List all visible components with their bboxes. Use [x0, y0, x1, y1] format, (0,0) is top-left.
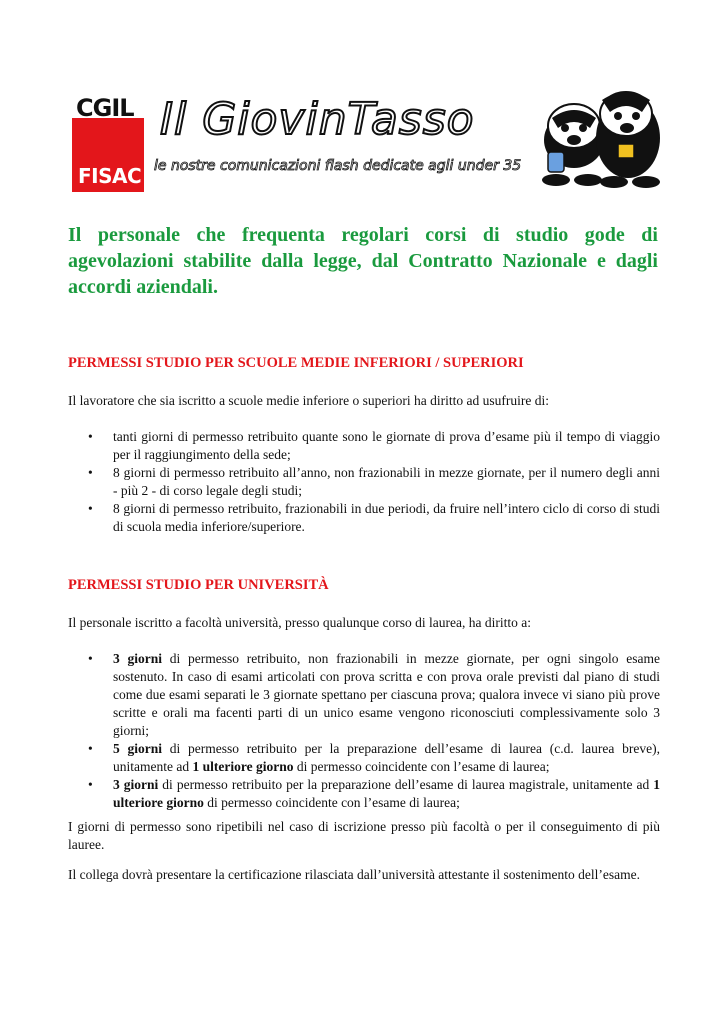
section-scuole-list — [68, 428, 660, 536]
bold-days: 3 giorni — [113, 777, 159, 792]
item-text: di permesso retribuito, non frazionabili in mezze giornate, per ogni singolo esame sostenuto. In caso di esami articolati con prova scritta e con prova orale previsti dal piano di studi come due esami separati le 3 giornate spettano per ciascuna prova; qualora invece vi siano più prove scritte e orali ma facenti parti di un unico esame vengono riconosciuti complessivamente solo 3 giorni; — [113, 651, 660, 738]
logo-cgil-text: CGIL — [76, 94, 134, 122]
bold-extra-day: 1 ulteriore giorno — [192, 759, 294, 774]
paragraph-certificazione: Il collega dovrà presentare la certificazione rilasciata dall’università attestante il sostenimento dell’esame. — [68, 867, 640, 882]
section-scuole-intro: Il lavoratore che sia iscritto a scuole medie inferiore o superiori ha diritto ad usufruire di: — [68, 393, 549, 408]
cgil-fisac-logo — [72, 94, 156, 192]
section-universita-list — [68, 650, 660, 812]
list-item: • tanti giorni di permesso retribuito quante sono le giornate di prova d’esame più il tempo di viaggio per il raggiungimento della sede; — [68, 428, 660, 464]
list-item — [68, 776, 660, 812]
logo-fisac-text: FISAC — [78, 164, 142, 188]
list-item: • 8 giorni di permesso retribuito, frazionabili in due periodi, da fruire nell’intero ciclo di corso di studi di scuola media inferiore/superiore. — [68, 500, 660, 536]
section-universita-intro: Il personale iscritto a facoltà università, presso qualunque corso di laurea, ha diritto a: — [68, 615, 531, 630]
list-item — [68, 650, 660, 740]
badger-mascot-icon — [530, 82, 666, 194]
item-text: di permesso coincidente con l’esame di laurea; — [203, 795, 460, 810]
item-text: di permesso retribuito per la preparazione dell’esame di laurea magistrale, unitamente ad — [158, 777, 654, 792]
section-heading-scuole: PERMESSI STUDIO PER SCUOLE MEDIE INFERIORI / SUPERIORI — [68, 355, 524, 371]
section-heading-universita: PERMESSI STUDIO PER UNIVERSITÀ — [68, 577, 329, 593]
bold-days: 5 giorni — [113, 741, 162, 756]
item-text: di permesso coincidente con l’esame di laurea; — [293, 759, 550, 774]
bold-extra-day: 1 ulteriore giorno — [113, 777, 660, 810]
item-text: di permesso retribuito per la preparazione dell’esame di laurea (c.d. laurea breve), unitamente ad — [113, 741, 660, 774]
bold-days: 3 giorni — [113, 651, 163, 666]
list-item — [68, 740, 660, 776]
list-item: • 8 giorni di permesso retribuito all’anno, non frazionabili in mezze giornate, per il numero degli anni - più 2 - di corso legale degli studi; — [68, 464, 660, 500]
newsletter-title: Il GiovinTasso — [160, 94, 475, 145]
intro-lead-paragraph: Il personale che frequenta regolari corsi di studio gode di agevolazioni stabilite dalla legge, dal Contratto Nazionale e dagli accordi aziendali. — [68, 224, 658, 298]
newsletter-header — [68, 88, 668, 198]
paragraph-ripetibili: I giorni di permesso sono ripetibili nel caso di iscrizione presso più facoltà o per il conseguimento di più lauree. — [68, 819, 660, 852]
newsletter-subtitle: le nostre comunicazioni flash dedicate agli under 35 — [154, 158, 522, 174]
